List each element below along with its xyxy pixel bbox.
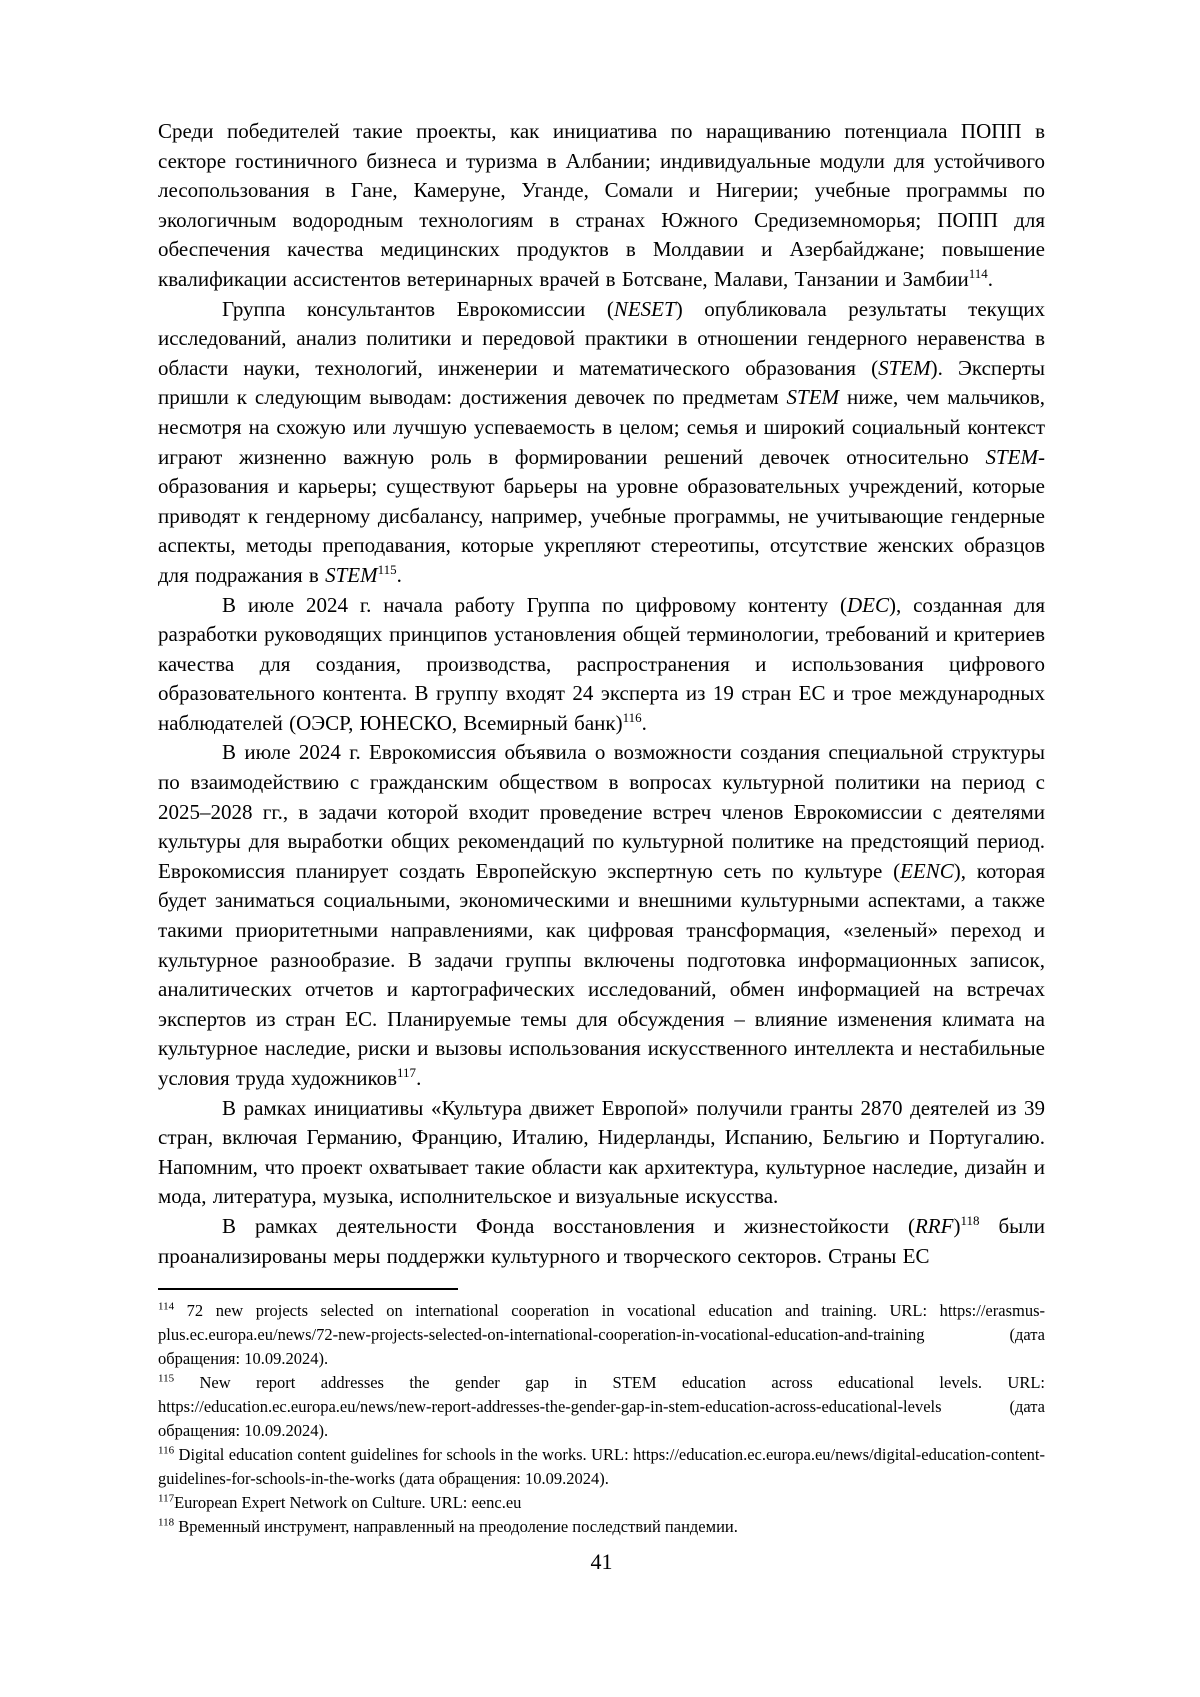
paragraph <box>158 1094 1045 1212</box>
text-run: В рамках деятельности Фонда восстановления и жизнестойкости ( <box>222 1213 915 1238</box>
paragraph <box>158 1212 1045 1271</box>
text-run: Digital education content guidelines for schools in the works. URL: https://education.ec.europa.eu/news/digital-education-content-guidelines-for-schools-in-the-works (дата обращения: 10.09.2024). <box>158 1445 1045 1489</box>
footnote <box>158 1491 1045 1515</box>
paragraph <box>158 117 1045 295</box>
text-run: В июле 2024 г. Еврокомиссия объявила о возможности создания специальной структуры по взаимодействию с гражданским обществом в вопросах культурной политики на период с 2025–2028 гг., в задачи которой входит проведение встреч членов Еврокомиссии с деятелями культуры для выработки общих рекомендаций по культурной политике на предстоящий период. Еврокомиссия планирует создать Европейскую экспертную сеть по культуре ( <box>158 740 1045 883</box>
footnote-ref: 117 <box>397 1065 417 1080</box>
italic-term: STEM <box>985 444 1038 469</box>
footnote <box>158 1299 1045 1371</box>
text-run: В рамках инициативы «Культура движет Европой» получили гранты 2870 деятелей из 39 стран, включая Германию, Францию, Италию, Нидерланды, Испанию, Бельгию и Португалию. Напомним, что проект охватывает такие области как архитектура, культурное наследие, дизайн и мода, литература, музыка, исполнительское и визуальные искусства. <box>158 1095 1045 1209</box>
text-run: ), созданная для разработки руководящих принципов установления общей терминологии, требований и критериев качества для создания, производства, распространения и использования цифрового образовательного контента. В группу входят 24 эксперта из 19 стран ЕС и трое международных наблюдателей (ОЭСР, ЮНЕСКО, Всемирный банк) <box>158 592 1045 735</box>
paragraph <box>158 295 1045 591</box>
text-run: European Expert Network on Culture. URL: eenc.eu <box>174 1493 522 1513</box>
text-run: -образования и карьеры; существуют барьеры на уровне образовательных учреждений, которые приводят к гендерному дисбалансу, например, учебные программы, не учитывающие гендерные аспекты, методы преподавания, которые укрепляют стереотипы, отсутствие женских образцов для подражания в <box>158 444 1045 587</box>
footnote <box>158 1515 1045 1539</box>
footnotes <box>158 1299 1045 1539</box>
paragraph <box>158 591 1045 739</box>
italic-term: NESET <box>613 296 676 321</box>
footnote-separator <box>158 1288 458 1290</box>
footnote-ref: 114 <box>968 265 988 281</box>
text-run: Группа консультантов Еврокомиссии ( <box>222 296 614 321</box>
text-run: . <box>396 562 402 587</box>
footnote-ref: 115 <box>377 561 397 577</box>
text-run: Временный инструмент, направленный на преодоление последствий пандемии. <box>174 1517 738 1537</box>
italic-term: EENC <box>900 858 954 883</box>
footnote-number: 117 <box>158 1492 175 1505</box>
text-run: . <box>416 1066 422 1090</box>
text-run: ). Эксперты пришли к следующим выводам: достижения девочек по предметам <box>158 355 1045 410</box>
text-run: В июле 2024 г. начала работу Группа по цифровому контенту ( <box>222 592 847 617</box>
paragraph <box>158 738 1045 1093</box>
italic-term: STEM <box>325 562 378 587</box>
footnote-number: 118 <box>158 1516 175 1529</box>
text-run: 72 new projects selected on international cooperation in vocational education and training. URL: https://erasmus-plus.ec.europa.eu/news/72-new-projects-selected-on-international-cooperation-in-vocational-education-and-training (дата обращения: 10.09.2024). <box>158 1301 1045 1369</box>
italic-term: STEM <box>878 355 931 380</box>
italic-term: DEC <box>846 592 889 617</box>
text-run: ) <box>953 1213 961 1238</box>
footnote-number: 114 <box>158 1300 175 1313</box>
text-run: . <box>641 710 647 735</box>
text-run: ) опубликовала результаты текущих исследований, анализ политики и передовой практики в отношении гендерного неравенства в области науки, технологий, инженерии и математического образования ( <box>158 296 1045 380</box>
text-run: New report addresses the gender gap in STEM education across educational levels. URL: https://education.ec.europa.eu/news/new-report-addresses-the-gender-gap-in-stem-education-across-educational-levels (дата обращения: 10.09.2024). <box>158 1373 1045 1441</box>
text-run: . <box>987 266 994 291</box>
footnote-ref: 116 <box>622 709 642 725</box>
italic-term: RRF <box>914 1213 954 1238</box>
text-run: были проанализированы меры поддержки культурного и творческого секторов. Страны ЕС <box>158 1213 1045 1268</box>
page-number: 41 <box>590 1549 613 1575</box>
footnote <box>158 1371 1045 1443</box>
footnote-number: 115 <box>158 1372 175 1385</box>
italic-term: STEM <box>786 385 840 410</box>
footnote-number: 116 <box>158 1444 175 1457</box>
text-run: ниже, чем мальчиков, несмотря на схожую или лучшую успеваемость в целом; семья и широкий социальный контекст играют жизненно важную роль в формировании решений девочек относительно <box>158 385 1045 469</box>
footnote <box>158 1443 1045 1491</box>
text-run: Среди победителей такие проекты, как инициатива по наращиванию потенциала ПОПП в секторе гостиничного бизнеса и туризма в Албании; индивидуальные модули для устойчивого лесопользования в Гане, Камеруне, Уганде, Сомали и Нигерии; учебные программы по экологичным водородным технологиям в странах Южного Средиземноморья; ПОПП для обеспечения качества медицинских продуктов в Молдавии и Азербайджане; повышение квалификации ассистентов ветеринарных врачей в Ботсване, Малави, Танзании и Замбии <box>158 119 1045 291</box>
body-text <box>158 117 1045 1271</box>
text-run: ), которая будет заниматься социальными, экономическими и внешними культурными аспектами, а также такими приоритетными направлениями, как цифровая трансформация, «зеленый» переход и культурное разнообразие. В задачи группы включены подготовка информационных записок, аналитических отчетов и картографических исследований, обмен информацией на встречах экспертов из стран ЕС. Планируемые темы для обсуждения – влияние изменения климата на культурное наследие, риски и вызовы использования искусственного интеллекта и нестабильные условия труда художников <box>158 858 1045 1090</box>
footnote-ref: 118 <box>960 1212 980 1228</box>
